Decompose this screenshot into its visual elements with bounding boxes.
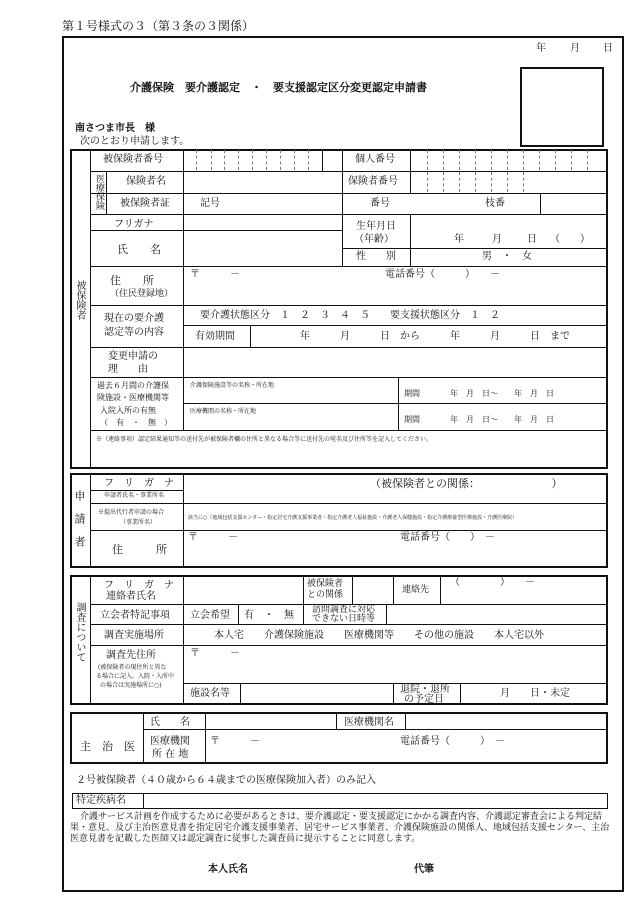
addressee: 南さつま市長 様 (75, 123, 155, 134)
dest-note-1: (被保険者の現住所と異な (98, 664, 167, 671)
sex-label: 性 別 (356, 251, 396, 262)
unavailable-label-2: できない日時等 (312, 614, 376, 624)
current-care-label: 現在の要介護 (104, 313, 164, 324)
doctor-section-label: 主 治 医 (80, 740, 135, 753)
current-care-label-2: 認定等の内容 (104, 327, 164, 338)
relation-label-1: 被保険者 (307, 579, 344, 589)
birth-month: 月 (492, 234, 502, 245)
contact-phone: （ ） － (450, 577, 535, 588)
witness-wish-label: 立会希望 (190, 610, 230, 621)
contact-note: ※（連絡事項）認定結果通知等の送付先が被保険者欄の住所と異なる場合等に送付先の宛名及び住所等を記入してください。 (96, 436, 433, 443)
branch-label: 枝番 (485, 198, 505, 209)
discharge-label-2: の予定日 (404, 694, 444, 705)
doctor-phone: 電話番号（ ） － (400, 736, 505, 747)
survey-furigana: フ リ ガ ナ (104, 580, 174, 591)
address-phone: 電話番号（ ） － (385, 269, 500, 280)
birth-year: 年 (454, 234, 464, 245)
applicant-postal: 〒 － (188, 532, 238, 543)
date-day: 日 (603, 43, 613, 54)
applicant-relation: （被保険者との関係： ） (370, 477, 563, 490)
discharge-label-1: 退院・退所 (400, 684, 450, 695)
location-options: 本人宅 介護保険施設 医療機関等 その他の施設 本人宅以外 (214, 630, 544, 641)
disease-row (72, 793, 608, 809)
location-label: 調査実施場所 (104, 630, 164, 641)
facility-period-range: 年 月 日～ 年 月 日 (450, 389, 554, 398)
applicant-address-label: 住 所 (112, 543, 167, 556)
valid-period-range: 年 月 日 から 年 月 日 まで (300, 331, 570, 342)
agent-options: 該当に○（地域包括支援センター・指定居宅介護支援事業者・指定介護老人福祉施設・介護老人保健施設・指定介護療養型医療施設・介護医療院） (188, 515, 518, 521)
name-label: 氏 名 (117, 243, 161, 256)
facility-name-label: 介護保険施設等の名称・所在地 (190, 382, 275, 389)
address-note: （住民登録地） (110, 289, 174, 299)
personal-number-label: 個人番号 (355, 154, 395, 165)
symbol-label: 記号 (200, 198, 220, 209)
dest-note-2: る場合に記入。入院・入所中 (96, 673, 175, 680)
date-month: 月 (570, 43, 580, 54)
agent-note-1: ※提出代行者申請の場合 (98, 509, 165, 516)
insurer-name-label: 保険者名 (126, 176, 166, 187)
applicant-section-label: 申請者 (73, 490, 86, 559)
hospital-name-label: 医療機関の名称・所在地 (190, 408, 257, 415)
insurer-number-label: 保険者番号 (348, 176, 398, 187)
facility-period-label: 期間 (404, 389, 420, 398)
birth-day: 日 (527, 234, 537, 245)
institution-label: 医療機関名 (344, 717, 394, 728)
survey-section-label: 調査について (74, 602, 85, 662)
past-label-3: 入院入所の有無 (100, 406, 156, 415)
sex-options: 男 ・ 女 (482, 251, 532, 262)
contact-name-label: 連絡者氏名 (106, 591, 156, 602)
birth-date-label: 生年月日 (356, 221, 396, 232)
hospital-period-label: 期間 (404, 415, 420, 424)
age-label: （年齢） (354, 234, 394, 245)
doctor-postal: 〒 － (210, 736, 260, 747)
consent-text: 介護サービス計画を作成するために必要があるときは、要介護認定・要支援認定にかかる調査内容、介護認定審査会による判定結果・意見、及び主治医意見書を指定居宅介護支援事業者、居宅サービス事業者、介護保険施設の関係人、地域包括支援センター、主治医意見書を記載した医師又は認定調査に従事した調査員に提示することに同意します。 (70, 812, 610, 844)
insured-section-label: 被保険者 (74, 280, 85, 320)
valid-period-label: 有効期間 (195, 331, 235, 342)
page-title: 介護保険 要介護認定 ・ 要支援認定区分変更認定申請書 (130, 81, 427, 94)
form-number: 第１号様式の３（第３条の３関係） (62, 19, 255, 33)
number-label: 番号 (370, 198, 390, 209)
intro-text: 次のとおり申請します。 (80, 136, 190, 147)
signature-label: 本人氏名 (208, 864, 248, 875)
contact-label: 連絡先 (402, 585, 430, 595)
institution-address-label-2: 所 在 地 (152, 749, 189, 760)
change-reason-label: 変更申請の (108, 351, 158, 362)
disease-label: 特定疾病名 (76, 795, 126, 806)
dest-address-label: 調査先住所 (106, 650, 156, 661)
past-label-1: 過去６月間の介護保 (97, 381, 169, 390)
witness-yes-no: 有 ・ 無 (244, 610, 294, 621)
proxy-label: 代筆 (414, 864, 434, 875)
hospital-period-range: 年 月 日～ 年 月 日 (450, 415, 554, 424)
second-insured-note: ２号被保険者（４０歳から６４歳までの医療保険加入者）のみ記入 (76, 775, 376, 786)
medical-insurance-label: 医療保険 (94, 174, 104, 210)
past-label-4: （ 有 ・ 無 ） (100, 418, 172, 427)
dest-postal: 〒 － (190, 648, 240, 659)
witness-label: 立会者特記事項 (100, 610, 170, 621)
age-paren: （ ） (550, 234, 590, 245)
furigana-label: フリガナ (114, 219, 154, 230)
facility-label: 施設名等 (190, 688, 230, 699)
applicant-furigana: フ リ ガ ナ (104, 478, 174, 489)
date-year: 年 (536, 43, 546, 54)
dest-note-3: の場合は実施場所に○) (100, 682, 162, 689)
unavailable-label-1: 訪問調査に対応 (312, 605, 376, 615)
institution-address-label-1: 医療機関 (150, 736, 190, 747)
doctor-name-label: 氏 名 (150, 717, 190, 728)
receipt-box (520, 67, 604, 147)
applicant-name-label: 申請者氏名・事業所名 (104, 492, 165, 499)
insured-number-label: 被保険者番号 (103, 154, 163, 165)
discharge-date: 月 日・未定 (500, 688, 570, 699)
change-reason-label-2: 理 由 (108, 364, 148, 375)
address-label: 住 所 (110, 274, 154, 287)
care-level-options: 要介護状態区分 １ ２ ３ ４ ５ 要支援状態区分 １ ２ (200, 310, 500, 321)
applicant-phone: 電話番号（ ） － (400, 532, 495, 543)
relation-label-2: との関係 (307, 590, 344, 600)
address-postal: 〒 － (190, 269, 240, 280)
insurance-card-label: 被保険者証 (120, 198, 170, 209)
agent-note-2: （事業所名） (120, 519, 157, 526)
past-label-2: 険施設・医療機関等 (97, 393, 169, 402)
